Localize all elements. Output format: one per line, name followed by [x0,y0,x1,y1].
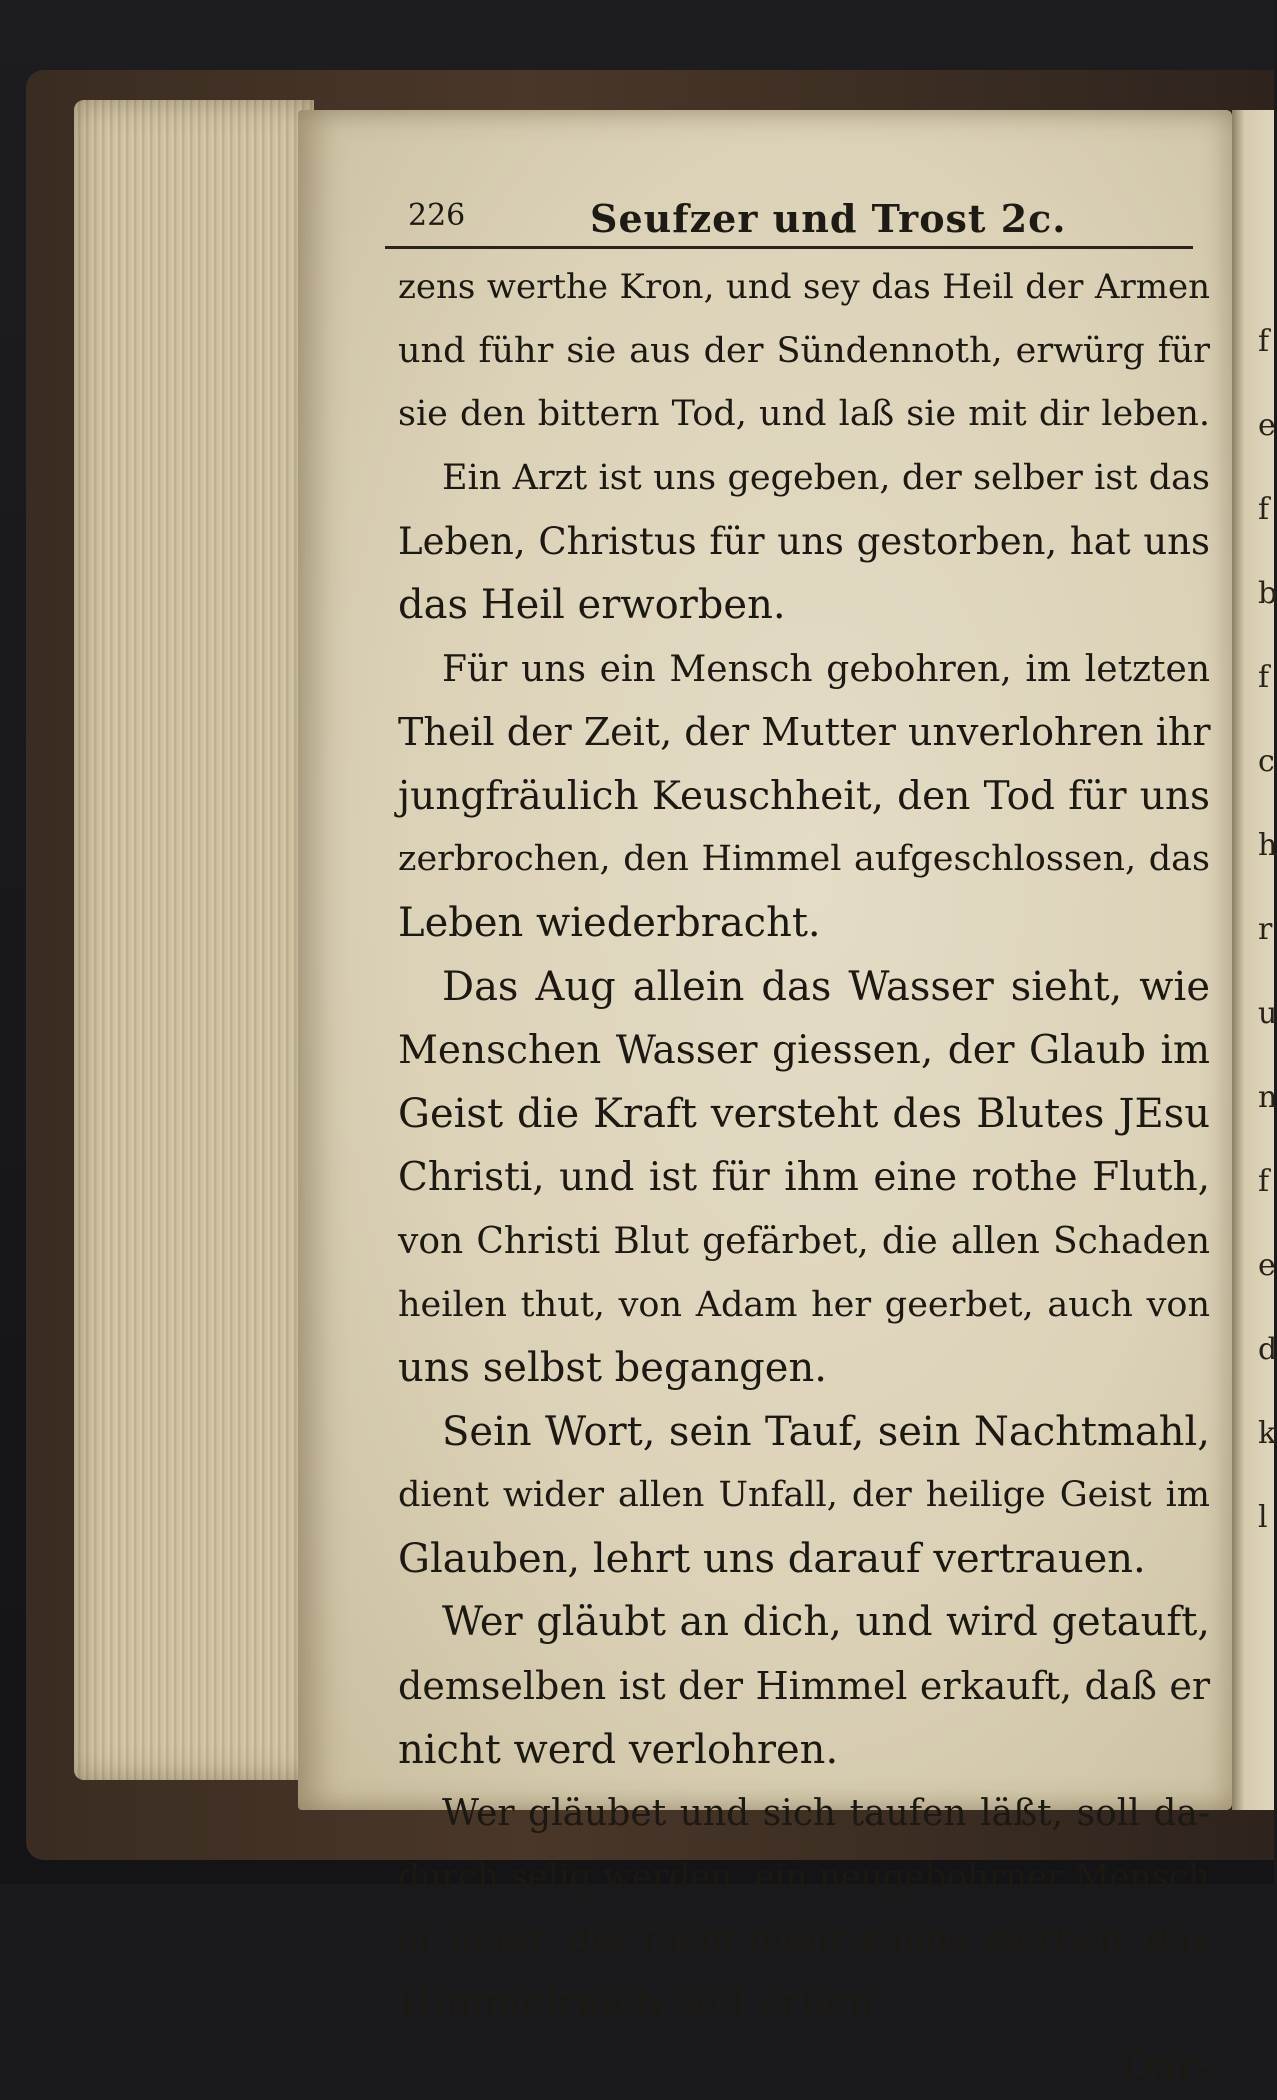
text-line: Menschen Wasser giessen, der Glaub im [398,1028,1210,1074]
text-line: Leben wiederbracht. [398,899,821,946]
facing-page-letter: l [1258,1500,1268,1535]
facing-page-letter: c [1258,744,1275,779]
text-line: sie den bittern Tod, und laß sie mit dir leben. [398,394,1210,435]
text-line: Christi, und ist für ihm eine rothe Fluth, [398,1155,1210,1201]
header-rule [385,246,1193,249]
facing-page-letter: u [1258,996,1277,1031]
page-header [402,196,1202,246]
text-line: und führ sie aus der Sündennoth, erwürg für [398,330,1210,371]
text-line: Leben, Christus für uns gestorben, hat uns [398,520,1210,564]
text-line: Himmelreich soll erben. [398,1981,888,2028]
facing-page-letter: r [1258,912,1273,947]
page-edges [74,100,314,1780]
facing-page-letter: d [1258,1332,1277,1367]
text-line: durch selig werden, ein neugebohrner Mensch [398,1856,1210,1897]
text-line: uns selbst begangen. [398,1345,827,1392]
text-line: zens werthe Kron, und sey das Heil der Armen [398,267,1210,307]
facing-page-fragments [1258,300,1277,1600]
text-line: er heißt, der nicht mehr könne sterben, das [398,1920,1210,1962]
text-line: nicht werd verlohren. [398,1726,839,1773]
body-text [398,256,1210,2100]
facing-page-letter: e [1258,408,1276,443]
text-line: zerbrochen, den Himmel aufgeschlossen, das [398,839,1210,880]
facing-page-letter: f [1258,1164,1270,1199]
facing-page-letter: f [1258,492,1270,527]
running-title: Seufzer und Trost 2c. [590,196,1067,241]
text-line: Glauben, lehrt uns darauf vertrauen. [398,1535,1146,1582]
text-line: Theil der Zeit, der Mutter unverlohren ihr [398,710,1211,755]
catchword: Dar- [1121,2044,1210,2091]
facing-page-letter: b [1258,576,1277,611]
text-line: von Christi Blut gefärbet, die allen Schaden [398,1220,1210,1262]
text-line: das Heil erworben. [398,581,786,628]
text-line: heilen thut, von Adam her geerbet, auch von [398,1284,1210,1325]
text-line: Ein Arzt ist uns gegeben, der selber ist das [442,457,1210,498]
text-line: Für uns ein Mensch gebohren, im letzten [442,648,1210,690]
page-number: 226 [408,198,466,233]
facing-page-letter: k [1258,1416,1277,1451]
text-line: Geist die Kraft versteht des Blutes JEsu [398,1090,1210,1137]
facing-page-letter: n [1258,1080,1277,1115]
text-line: Wer gläubt an dich, und wird getauft, [442,1599,1210,1646]
facing-page-letter: h [1258,828,1277,863]
facing-page-letter: e [1258,1248,1276,1283]
text-line: dient wider allen Unfall, der heilige Geist im [398,1475,1210,1516]
text-line: demselben ist der Himmel erkauft, daß er [398,1664,1210,1709]
facing-page-letter: f [1258,660,1270,695]
text-line: Sein Wort, sein Tauf, sein Nachtmahl, [442,1408,1210,1455]
facing-page-letter: f [1258,324,1270,359]
text-line: Das Aug allein das Wasser sieht, wie [442,963,1210,1010]
text-line: jungfräulich Keuschheit, den Tod für uns [398,773,1210,819]
text-line: Wer gläubet und sich taufen läßt, soll da- [442,1793,1210,1835]
